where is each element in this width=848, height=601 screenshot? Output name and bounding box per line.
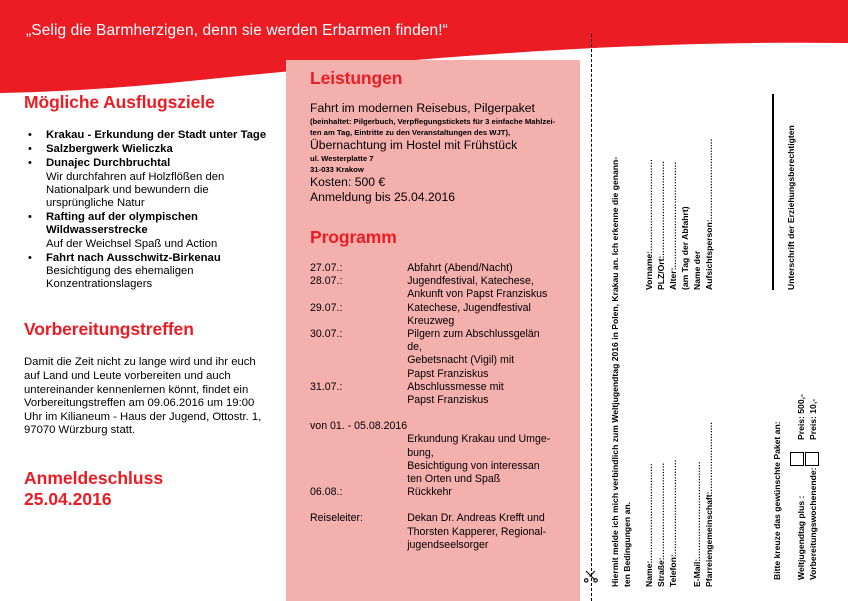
program-spacer-cell [310, 499, 562, 512]
form-field-email[interactable] [692, 461, 702, 587]
program-description: Abfahrt (Abend/Nacht) [407, 262, 513, 274]
program-description: Pilgern zum Abschlussgelän de, Gebetsnacht (Vigil) mit Papst Franziskus [407, 328, 540, 380]
cut-dashed-line [591, 34, 592, 601]
program-table [310, 262, 562, 552]
preparation-text: Damit die Zeit nicht zu lange wird und ihr euch auf Land und Leute vorbereiten und auch untereinander kennenlernen könnt, findet ein Vorbereitungstreffen am 09.06.2016 um 19:00 Uhr im Kilianeum - Haus der Jugend, Ottostr. 1, 97070 Würzburg statt. [24, 356, 262, 437]
form-label-vorname: Vorname: [644, 251, 654, 290]
hostel-address-city: 31-033 Krakow [310, 165, 364, 174]
trip-name: Fahrt nach Ausschwitz-Birkenau [46, 251, 221, 264]
header-quote: „Selig die Barmherzigen, denn sie werden Erbarmen finden!“ [26, 22, 448, 39]
trips-title: Mögliche Ausflugsziele [24, 92, 215, 112]
form-dots-aufsichtsperson: ............................. [704, 138, 714, 220]
services-cost: Kosten: 500 € [310, 175, 386, 189]
program-date: 29.07.: [310, 301, 343, 314]
form-label-alter: Alter: [668, 267, 678, 290]
trip-description: Wir durchfahren auf Holzflößen den Nationalpark und bewundern die ursprüngliche Natur [46, 170, 225, 210]
program-description [407, 420, 562, 433]
packet-checkbox-1[interactable] [790, 452, 804, 466]
form-dots-alter: ...................................... [668, 161, 678, 268]
trip-item [24, 157, 274, 210]
preparation-title: Vorbereitungstreffen [24, 319, 194, 340]
program-span-text-row [310, 433, 562, 486]
registration-form [596, 40, 848, 601]
program-row [310, 302, 562, 328]
form-dots-name: ................................... [644, 463, 654, 561]
form-label-pfarreiengemeinschaft: Pfarreiengemeinschaft: [704, 491, 714, 587]
program-description: Dekan Dr. Andreas Krefft und Thorsten Kapperer, Regional- jugendseelsorger [407, 512, 547, 551]
program-date: 27.07.: [310, 262, 343, 274]
services-fineprint-1: (beinhaltet: Pilgerbuch, Verpflegungstickets für 3 einfache Mahlzei- [310, 117, 556, 126]
program-spacer [310, 499, 562, 512]
program-description: Rückkehr [407, 486, 452, 499]
deadline-date: 25.04.2016 [24, 489, 112, 509]
program-date: 28.07.: [310, 275, 343, 288]
form-intro-line-1: Hiermit melde ich mich verbindlich zum Weltjugendtag 2016 in Polen, Krakau an. Ich erkenne die genann- [610, 156, 620, 587]
services-registration-deadline: Anmeldung bis 25.04.2016 [310, 190, 456, 204]
services-line-2: Übernachtung im Hostel mit Frühstück [310, 138, 518, 152]
form-field-telefon[interactable] [668, 459, 678, 587]
form-label-name: Name: [644, 560, 654, 587]
form-field-name[interactable] [644, 463, 654, 587]
program-date: 06.08.: [310, 486, 343, 499]
form-label-strasse: Straße: [656, 557, 666, 587]
trips-list [24, 129, 274, 291]
deadline-title: Anmeldeschluss [24, 468, 164, 488]
form-field-vorname[interactable] [644, 159, 654, 290]
form-field-aufsichtsperson[interactable] [704, 138, 714, 290]
form-intro-line-2: ten Bedingungen an. [622, 502, 632, 587]
program-return-row [310, 486, 562, 499]
preparation-block [24, 319, 274, 438]
form-label-telefon: Telefon: [668, 554, 678, 587]
program-description: Abschlussmesse mit Papst Franziskus [407, 380, 504, 407]
program-row [310, 262, 562, 275]
form-label-aufsichtsperson: Aufsichtsperson: [704, 219, 714, 290]
form-dots-vorname: ................................. [644, 159, 654, 251]
trip-name: Krakau - Erkundung der Stadt unter Tage [46, 129, 267, 141]
form-dots-strasse: .................................. [656, 462, 666, 558]
services-program-inner [310, 68, 562, 552]
packet-checkbox-2[interactable] [805, 452, 819, 466]
program-date [310, 433, 407, 486]
trip-item [24, 143, 274, 156]
trip-description: Auf der Weichsel Spaß und Action [46, 237, 218, 250]
signature-label: Unterschrift der Erziehungsberechtigten [786, 125, 796, 290]
hostel-address-street: ul. Westerplatte 7 [310, 154, 374, 163]
services-program-panel [286, 60, 580, 601]
trip-item [24, 211, 274, 251]
program-row [310, 328, 562, 381]
packet-option-2-label: Vorbereitungswochenende: [808, 467, 818, 580]
program-description: Jugendfestival, Katechese, Ankunft von Papst Franziskus [407, 275, 548, 301]
packet-option-2-price: Preis: 10,- [808, 398, 818, 440]
packet-prompt: Bitte kreuze das gewünschte Paket an: [772, 421, 782, 580]
packet-option-1-price: Preis: 500,- [796, 394, 806, 440]
signature-rule [772, 94, 774, 290]
program-title: Programm [310, 227, 397, 247]
trip-name: Dunajec Durchbruchtal [46, 157, 171, 170]
form-dots-pfarreiengemeinschaft: ......................... [704, 421, 714, 492]
program-date: 30.07.: [310, 328, 343, 341]
form-field-strasse[interactable] [656, 463, 666, 587]
program-description: Erkundung Krakau und Umge- bung, Besichtigung von interessan ten Orten und Spaß [407, 433, 551, 486]
form-dots-telefon: .................................. [668, 459, 678, 555]
form-label-plz-ort: PLZ/Ort: [656, 255, 666, 290]
form-dots-email: ................................... [692, 461, 702, 559]
program-date: von 01. - 05.08.2016 [310, 420, 408, 433]
trip-item [24, 129, 274, 142]
services-title: Leistungen [310, 68, 403, 88]
services-line-1: Fahrt im modernen Reisebus, Pilgerpaket [310, 101, 535, 115]
left-column [24, 92, 274, 510]
services-fineprint-2: ten am Tag, Eintritte zu den Veranstaltungen des WJT), [310, 128, 511, 137]
program-row [310, 381, 562, 407]
deadline-block [24, 468, 274, 510]
form-note-departure-day: (am Tag der Abfahrt) [680, 206, 690, 290]
form-label-name-der: Name der [692, 250, 702, 290]
trip-name: Rafting auf der olympischen Wildwasserstrecke [46, 211, 198, 237]
program-row [310, 275, 562, 301]
form-label-email: E-Mail: [692, 558, 702, 587]
form-field-alter[interactable] [668, 162, 678, 290]
program-description: Katechese, Jugendfestival Kreuzweg [407, 301, 531, 327]
program-leader-row [310, 512, 562, 552]
form-dots-plz-ort: .................................. [656, 160, 666, 256]
program-span-date-row [310, 420, 562, 433]
program-date: Reiseleiter: [310, 512, 363, 525]
trip-description: Besichtigung des ehemaligen Konzentrationslagers [46, 265, 194, 291]
packet-option-1-label: Weltjugendtag plus : [796, 495, 806, 580]
form-field-plz-ort[interactable] [656, 161, 666, 290]
program-date: 31.07.: [310, 380, 343, 393]
trip-item [24, 252, 274, 292]
program-spacer [310, 407, 562, 420]
trip-name: Salzbergwerk Wieliczka [46, 143, 173, 156]
form-field-pfarreiengemeinschaft[interactable] [704, 422, 714, 587]
program-spacer-cell [310, 407, 562, 420]
